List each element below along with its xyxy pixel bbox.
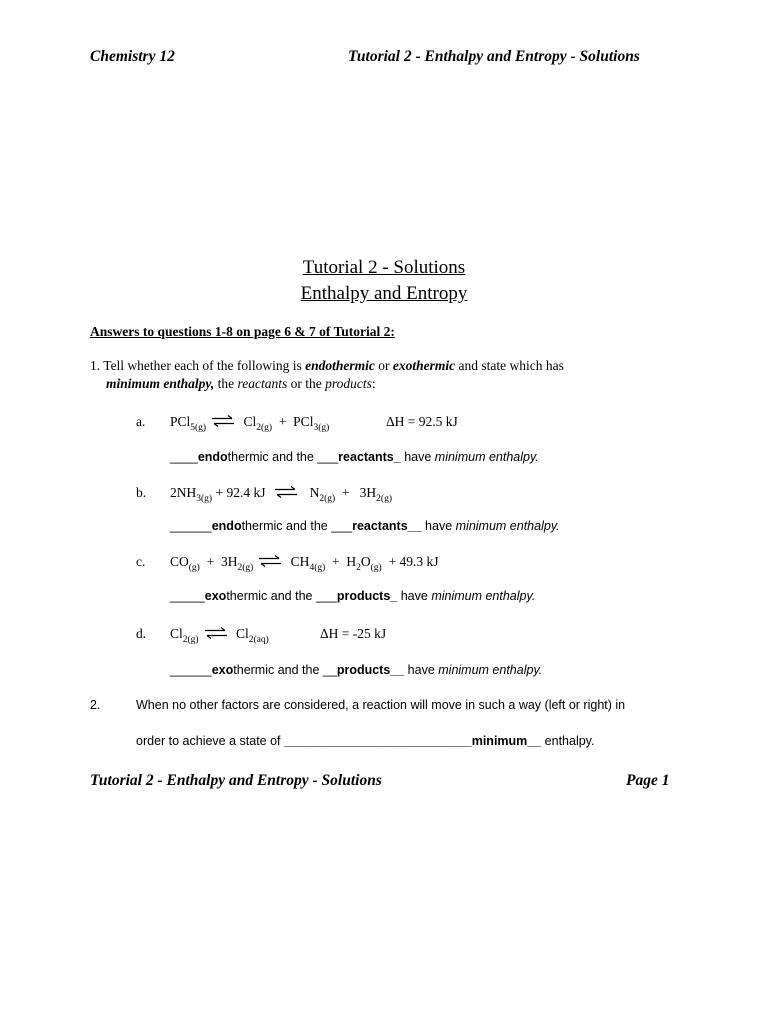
answer-text: have — [400, 450, 435, 464]
answer-blank: _____ — [170, 589, 205, 603]
question-number: 1. — [90, 358, 101, 373]
equilibrium-arrow-icon — [203, 627, 229, 639]
part-a-equation: PCl$_{5(g)}$ $Cl_{2(g)} + PCl_{3(g)}$ — [170, 414, 330, 433]
answer-type: exo — [211, 663, 234, 677]
answer-blank: __ — [322, 663, 337, 677]
question-2-number: 2. — [90, 698, 101, 712]
answer-blank: ___ — [317, 450, 339, 464]
footer-page-number: Page 1 — [626, 772, 670, 789]
answer-text: have — [421, 519, 456, 533]
answer-min-enthalpy: minimum enthalpy. — [431, 589, 536, 603]
part-c-energy: + 49.3 kJ — [388, 554, 439, 569]
q2-text: enthalpy. — [541, 734, 595, 748]
part-d-equation: $Cl_{2(g)}$ $Cl_{2(aq)}$ — [170, 626, 269, 645]
term-exothermic: exothermic — [392, 358, 456, 373]
part-b-energy: + 92.4 kJ — [215, 485, 266, 500]
part-d-answer — [170, 663, 542, 677]
answer-state: products__ — [336, 663, 405, 677]
answer-text: have — [397, 589, 432, 603]
header-course: Chemistry 12 — [90, 48, 175, 65]
answer-text: thermic and the — [226, 589, 316, 603]
term-min-enthalpy: minimum enthalpy, — [106, 376, 215, 391]
answer-state: reactants_ — [338, 450, 401, 464]
answer-min-enthalpy: minimum enthalpy. — [438, 663, 543, 677]
answer-blank: ___ — [315, 589, 337, 603]
part-a-answer — [170, 450, 539, 464]
q1-text: Tell whether each of the following is — [103, 358, 306, 373]
answer-type: exo — [204, 589, 227, 603]
equilibrium-arrow-icon — [273, 486, 299, 498]
term-reactants: reactants — [237, 376, 288, 391]
question-2-line1: When no other factors are considered, a reaction will move in such a way (left or right) in — [136, 698, 626, 712]
q1-text: : — [371, 376, 376, 391]
answer-blank: ______ — [170, 519, 212, 533]
answer-min-enthalpy: minimum enthalpy. — [434, 450, 539, 464]
part-c-equation: $CO_{(g)} + 3H_{2(g)}$ $CH_{4(g)} + H_2O_{(g)} + 49.3$ kJ — [170, 554, 439, 573]
q1-text: or — [374, 358, 393, 373]
answer-blank: ____ — [170, 450, 198, 464]
page-subtitle: Enthalpy and Entropy — [300, 283, 468, 304]
q1-text: or the — [287, 376, 326, 391]
answer-blank: ___________________________ — [284, 734, 472, 748]
answer-minimum: minimum__ — [471, 734, 542, 748]
question-1-line2 — [106, 376, 376, 392]
answer-text: thermic and the — [227, 450, 318, 464]
equilibrium-arrow-icon — [257, 555, 283, 567]
q2-text: order to achieve a state of — [136, 734, 285, 748]
part-b-equation: $2NH_{3(g)} + 92.4$ kJ $N_{2(g)} + 3H_{2(g)}$ — [170, 485, 392, 504]
answer-type: endo — [211, 519, 242, 533]
section-heading: Answers to questions 1-8 on page 6 & 7 of Tutorial 2: — [90, 324, 395, 339]
header-doc-title: Tutorial 2 - Enthalpy and Entropy - Solutions — [348, 48, 640, 65]
question-2-line2 — [136, 734, 594, 748]
answer-blank: ______ — [170, 663, 212, 677]
part-c-answer — [170, 589, 535, 603]
answer-state: products_ — [336, 589, 398, 603]
part-b-answer — [170, 519, 560, 533]
q1-text: the — [214, 376, 238, 391]
part-d-delta-h: ΔH = -25 kJ — [320, 626, 387, 641]
part-a-label: a. — [136, 414, 146, 429]
question-1-line1 — [90, 358, 564, 374]
part-d-label: d. — [136, 626, 147, 641]
answer-text: have — [404, 663, 439, 677]
part-c-label: c. — [136, 554, 146, 569]
answer-blank: ___ — [331, 519, 353, 533]
equilibrium-arrow-icon — [210, 415, 236, 427]
term-products: products — [325, 376, 372, 391]
term-endothermic: endothermic — [305, 358, 375, 373]
answer-state: reactants__ — [352, 519, 422, 533]
part-a-delta-h: ΔH = 92.5 kJ — [386, 414, 458, 429]
answer-text: thermic and the — [241, 519, 332, 533]
answer-min-enthalpy: minimum enthalpy. — [455, 519, 560, 533]
footer-doc-title: Tutorial 2 - Enthalpy and Entropy - Solutions — [90, 772, 382, 789]
part-b-label: b. — [136, 485, 147, 500]
answer-text: thermic and the — [233, 663, 323, 677]
page-title: Tutorial 2 - Solutions — [302, 257, 466, 278]
q1-text: and state which has — [455, 358, 564, 373]
answer-type: endo — [197, 450, 228, 464]
